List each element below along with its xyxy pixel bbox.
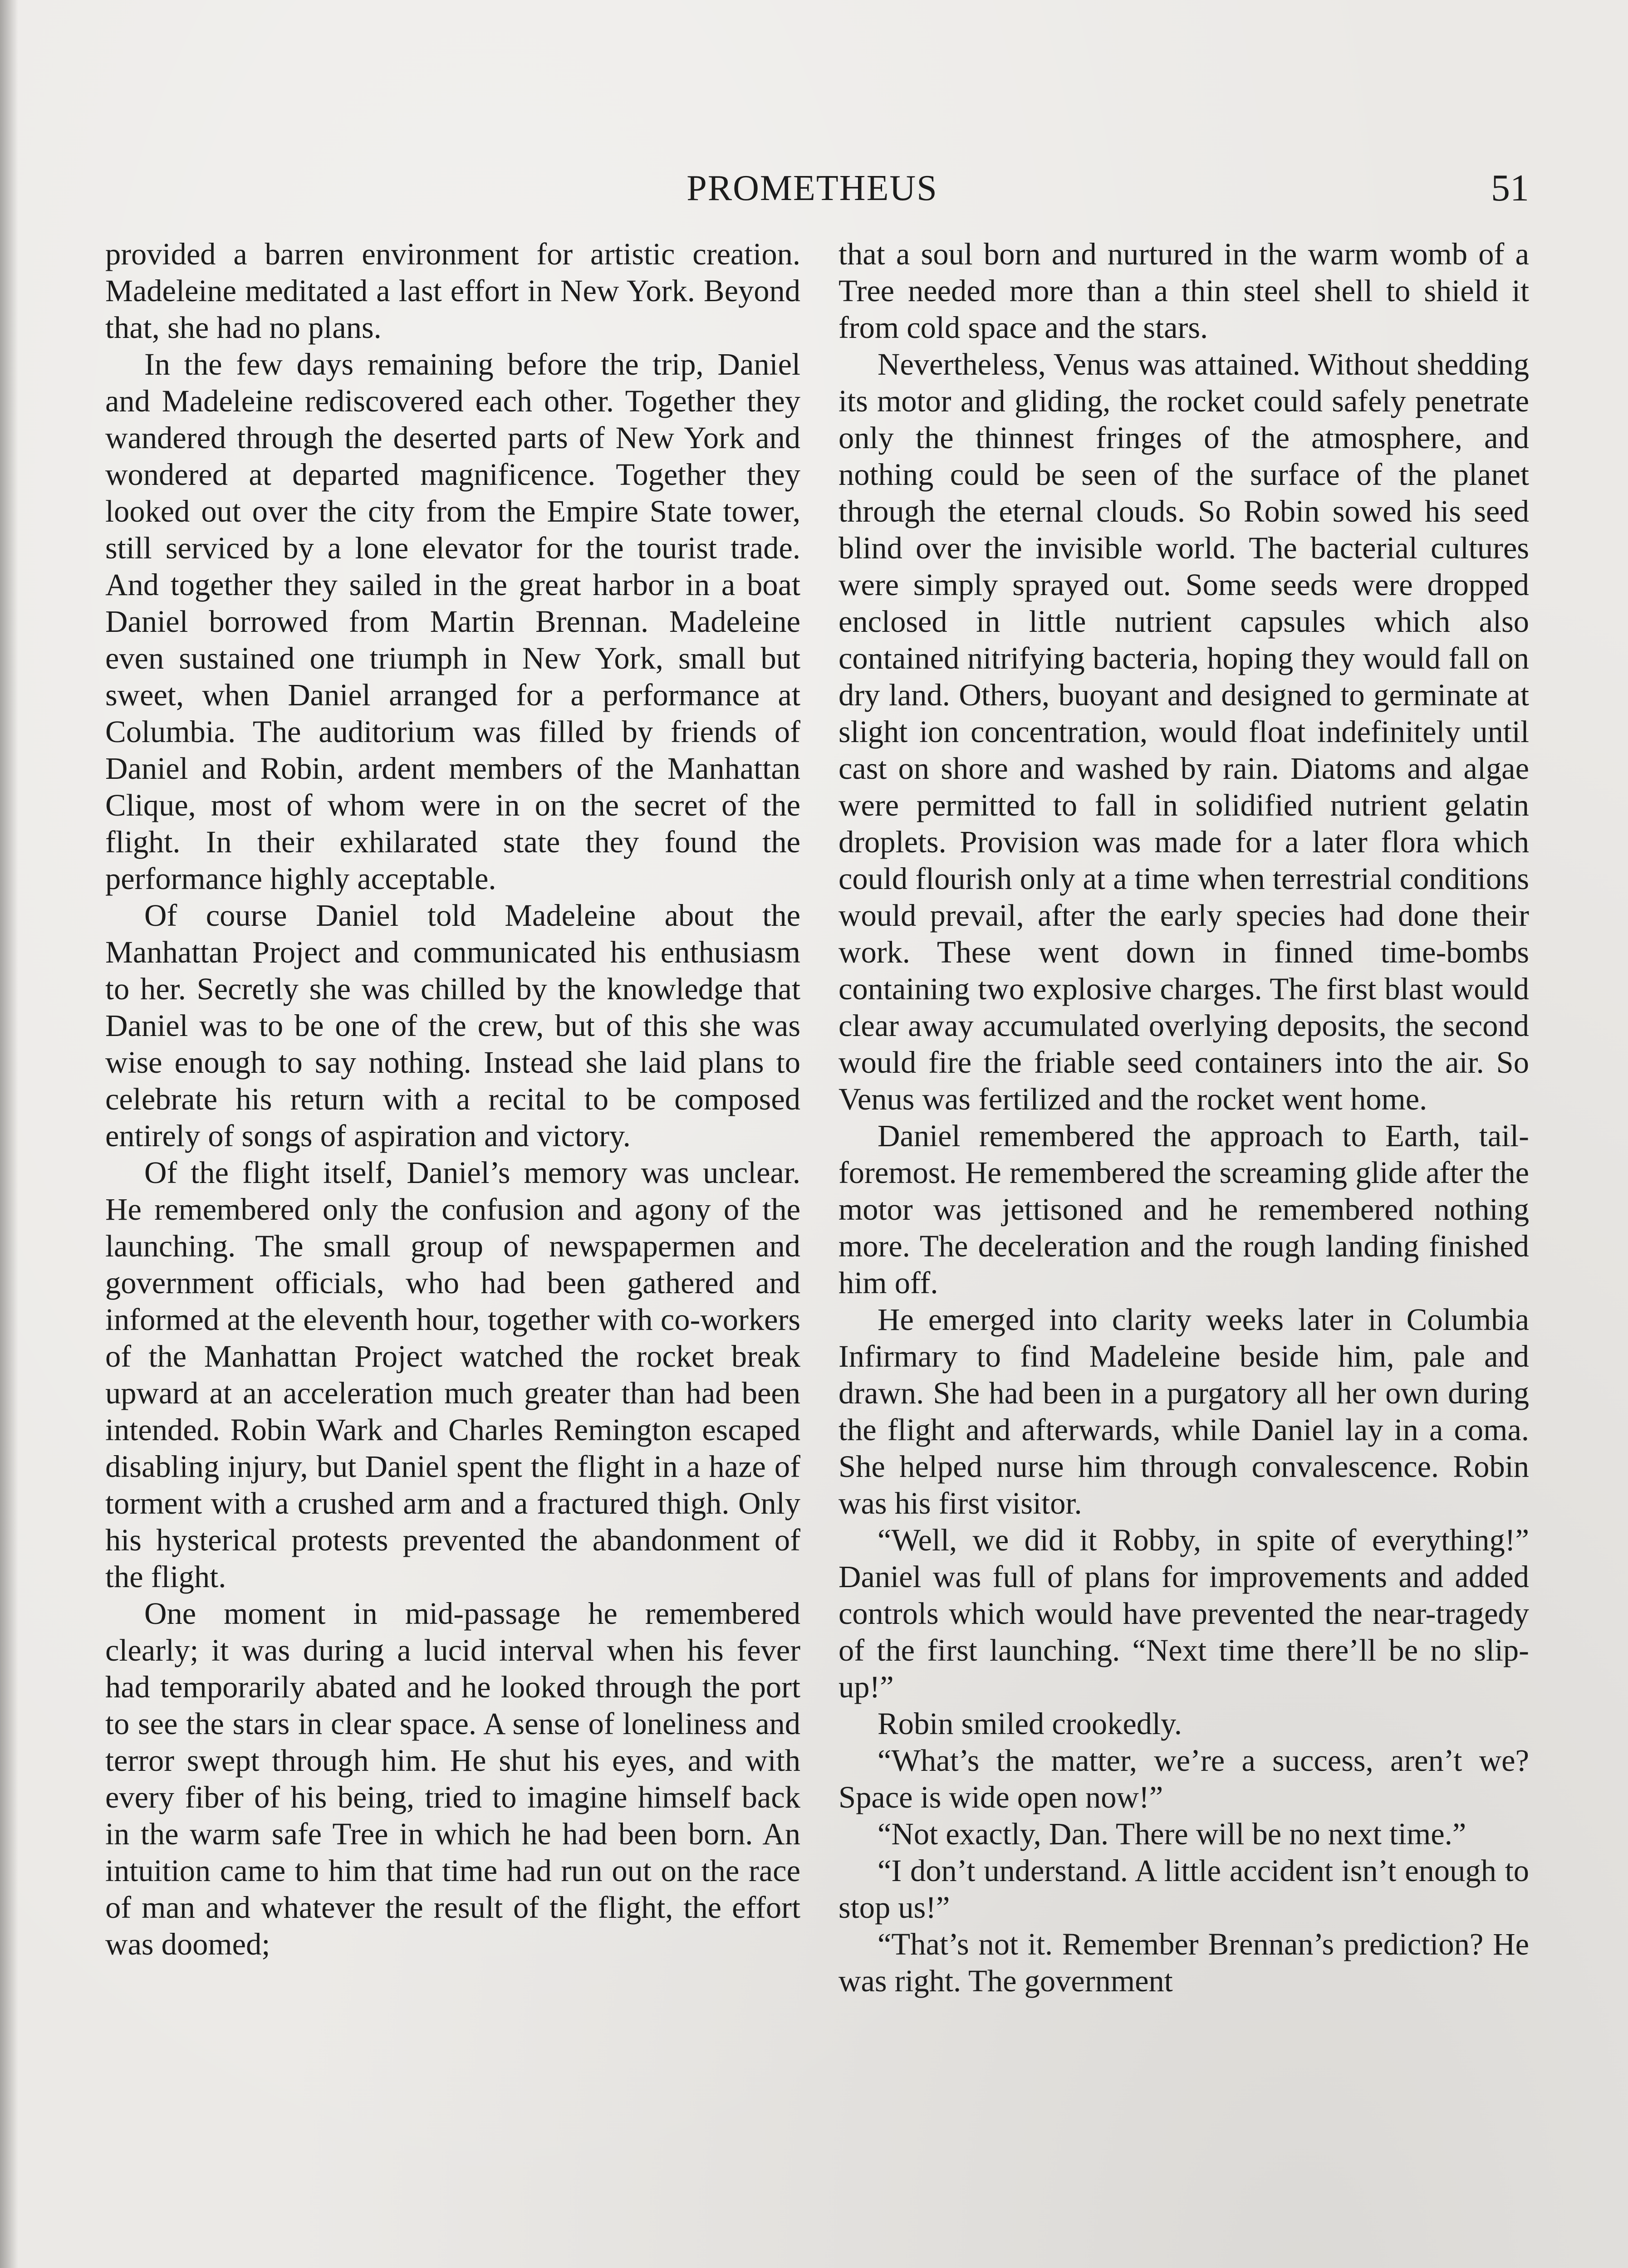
paragraph: that a soul born and nurtured in the warm womb of a Tree needed more than a thin steel shell to shield it from cold space and the stars. bbox=[839, 237, 1529, 345]
paragraph: “I don’t understand. A little accident isn’t enough to stop us!” bbox=[839, 1853, 1529, 1925]
left-column bbox=[105, 236, 800, 2268]
paragraph: Nevertheless, Venus was attained. Without shedding its motor and gliding, the rocket could safely penetrate only the thinnest fringes of the atmosphere, and nothing could be seen of the surface of the planet through the eternal clouds. So Robin sowed his seed blind over the invisible world. The bacterial cultures were simply sprayed out. Some seeds were dropped enclosed in little nutrient capsules which also contained nitrifying bacteria, hoping they would fall on dry land. Others, buoyant and designed to germinate at slight ion concentration, would float indefinitely until cast on shore and washed by rain. Diatoms and algae were permitted to fall in solidified nutrient gelatin droplets. Provision was made for a later flora which could flourish only at a time when terrestrial conditions would prevail, after the early species had done their work. These went down in finned time-bombs containing two explosive charges. The first blast would clear away accumulated overlying deposits, the second would fire the friable seed containers into the air. So Venus was fertilized and the rocket went home. bbox=[839, 347, 1529, 1116]
paragraph: “That’s not it. Remember Brennan’s prediction? He was right. The government bbox=[839, 1927, 1529, 1998]
paragraph: One moment in mid-passage he remembered clearly; it was during a lucid interval when his fever had temporarily abated and he looked through the port to see the stars in clear space. A sense of loneliness and terror swept through him. He shut his eyes, and with every fiber of his being, tried to imagine himself back in the warm safe Tree in which he had been born. An intuition came to him that time had run out on the race of man and whatever the result of the flight, the effort was doomed; bbox=[105, 1596, 800, 1961]
page-header bbox=[0, 163, 1628, 213]
paragraph: In the few days remaining before the trip, Daniel and Madeleine rediscovered each other. Together they wandered through the deserted parts of New York and wondered at departed magnificence. Together they looked out over the city from the Empire State tower, still serviced by a lone elevator for the tourist trade. And together they sailed in the great harbor in a boat Daniel borrowed from Martin Brennan. Madeleine even sustained one triumph in New York, small but sweet, when Daniel arranged for a performance at Columbia. The auditorium was filled by friends of Daniel and Robin, ardent members of the Manhattan Clique, most of whom were in on the secret of the flight. In their exhilarated state they found the performance highly acceptable. bbox=[105, 347, 800, 896]
paragraph: provided a barren environment for artistic creation. Madeleine meditated a last effort in New York. Beyond that, she had no plans. bbox=[105, 237, 800, 345]
paragraph: Robin smiled crookedly. bbox=[878, 1706, 1182, 1741]
paragraph: He emerged into clarity weeks later in Columbia Infirmary to find Madeleine beside him, pale and drawn. She had been in a purgatory all her own during the flight and afterwards, while Daniel lay in a coma. She helped nurse him through convalescence. Robin was his first visitor. bbox=[839, 1302, 1529, 1520]
running-head: PROMETHEUS bbox=[687, 168, 938, 208]
binding-shadow bbox=[0, 0, 18, 2268]
page-number: 51 bbox=[1491, 167, 1529, 209]
right-column bbox=[839, 236, 1529, 2268]
paragraph: Of course Daniel told Madeleine about the Manhattan Project and communicated his enthusiasm to her. Secretly she was chilled by the knowledge that Daniel was to be one of the crew, but of this she was wise enough to say nothing. Instead she laid plans to celebrate his return with a recital to be composed entirely of songs of aspiration and victory. bbox=[105, 898, 800, 1153]
paragraph: Daniel remembered the approach to Earth, tail-foremost. He remembered the screaming glide after the motor was jettisoned and he remembered nothing more. The deceleration and the rough landing finished him off. bbox=[839, 1119, 1529, 1300]
paragraph: Of the flight itself, Daniel’s memory was unclear. He remembered only the confusion and agony of the launching. The small group of newspapermen and government officials, who had been gathered and informed at the eleventh hour, together with co-workers of the Manhattan Project watched the rocket break upward at an acceleration much greater than had been intended. Robin Wark and Charles Remington escaped disabling injury, but Daniel spent the flight in a haze of torment with a crushed arm and a fractured thigh. Only his hysterical protests prevented the abandonment of the flight. bbox=[105, 1155, 800, 1594]
paragraph: “Well, we did it Robby, in spite of everything!” Daniel was full of plans for improvements and added controls which would have prevented the near-tragedy of the first launching. “Next time there’ll be no slip-up!” bbox=[839, 1523, 1529, 1704]
paragraph: “What’s the matter, we’re a success, aren’t we? Space is wide open now!” bbox=[839, 1743, 1529, 1814]
paragraph: “Not exactly, Dan. There will be no next time.” bbox=[878, 1817, 1466, 1851]
